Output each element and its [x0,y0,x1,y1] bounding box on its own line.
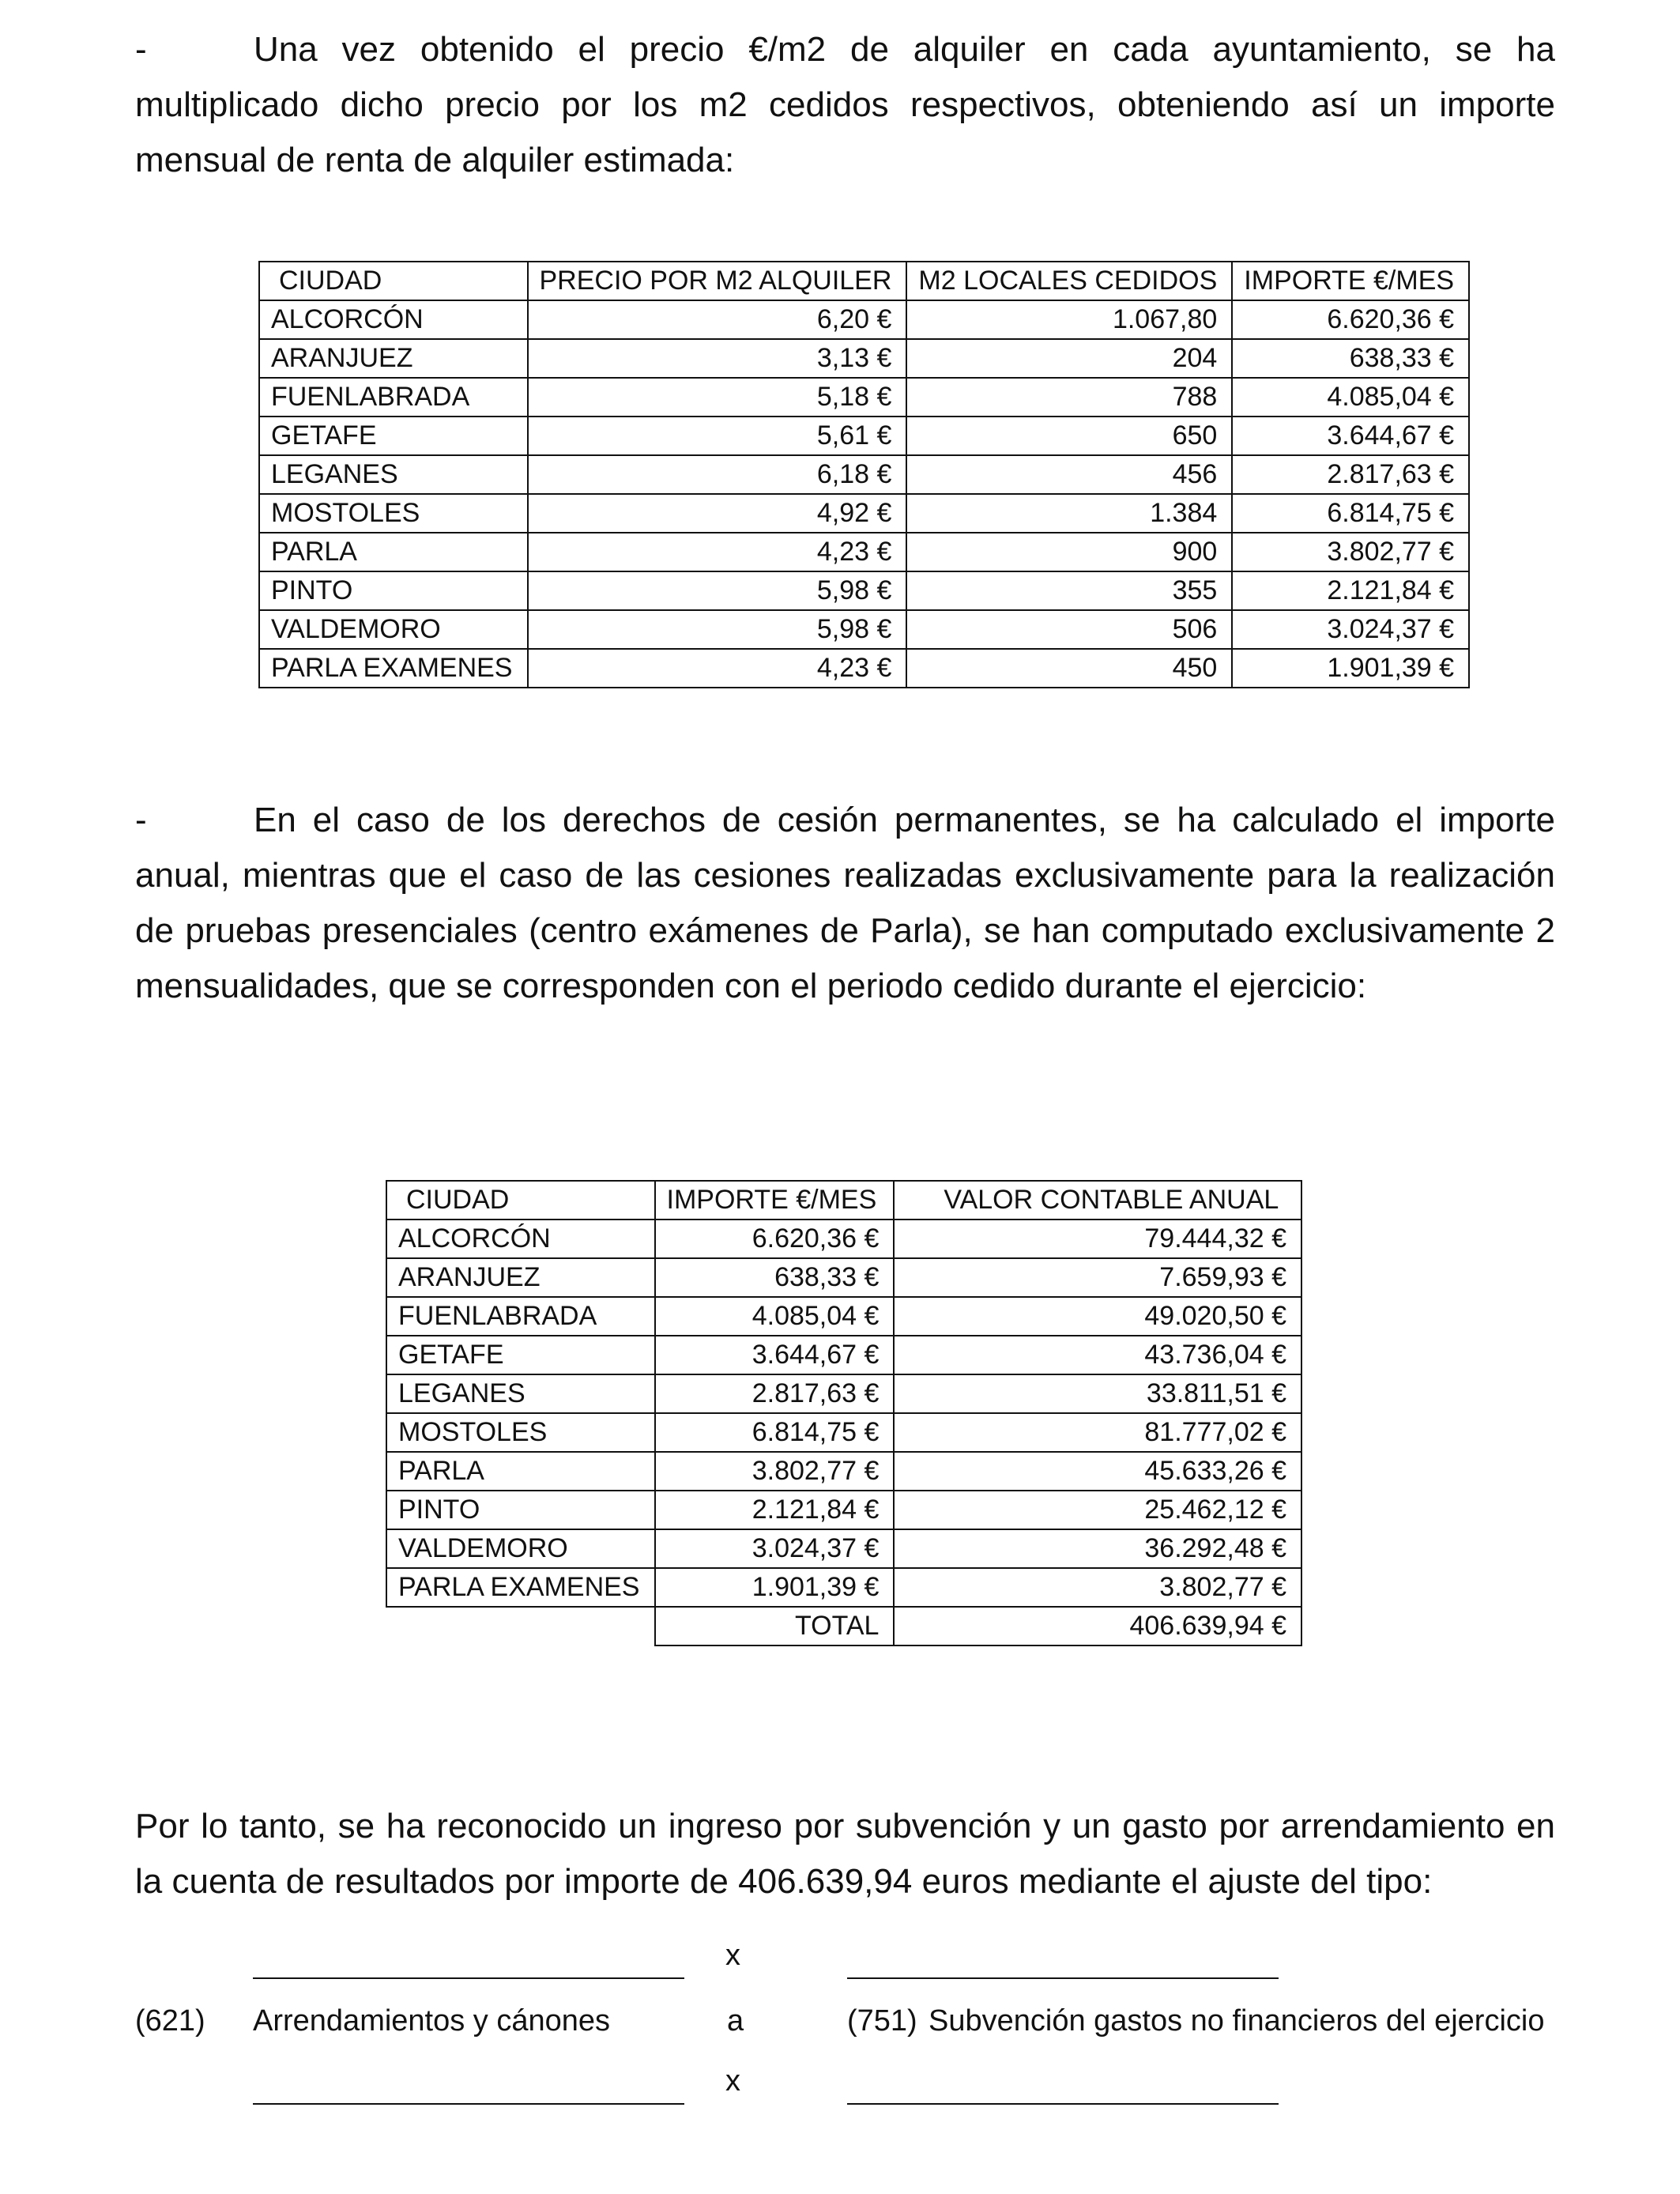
value-cell: 33.811,51 € [894,1374,1301,1413]
city-cell: PARLA [259,533,528,571]
intro-text: Una vez obtenido el precio €/m2 de alquiler en cada ayuntamiento, se ha multiplicado dicho precio por los m2 cedidos respectivos, obteniendo así un importe mensual de renta de alquiler estimada: [135,30,1555,179]
city-cell: PINTO [386,1491,655,1529]
empty-cell [386,1607,655,1646]
table-row [259,533,1469,571]
value-cell: 4.085,04 € [655,1297,895,1336]
value-cell: 450 [906,649,1232,688]
column-header: VALOR CONTABLE ANUAL [894,1181,1301,1220]
value-cell: 2.121,84 € [655,1491,895,1529]
value-cell: 506 [906,610,1232,649]
table-row [386,1336,1301,1374]
value-cell: 2.817,63 € [655,1374,895,1413]
value-cell: 650 [906,417,1232,455]
city-cell: ARANJUEZ [386,1258,655,1297]
city-cell: FUENLABRADA [386,1297,655,1336]
value-cell: 3,13 € [528,339,907,378]
bottom-marker: x [725,2064,740,2098]
value-cell: 6,20 € [528,300,907,339]
value-cell: 204 [906,339,1232,378]
value-cell: 6.620,36 € [655,1220,895,1258]
conclusion-text: Por lo tanto, se ha reconocido un ingreso por subvención y un gasto por arrendamiento en la cuenta de resultados por importe de 406.639,94 euros mediante el ajuste del tipo: [135,1807,1555,1901]
value-cell: 81.777,02 € [894,1413,1301,1452]
table-row [386,1220,1301,1258]
table-row [259,610,1469,649]
value-cell: 2.121,84 € [1232,571,1469,610]
intro-paragraph [135,22,1555,188]
value-cell: 6.814,75 € [1232,494,1469,533]
value-cell: 6.620,36 € [1232,300,1469,339]
value-cell: 3.802,77 € [894,1568,1301,1607]
conclusion-paragraph [135,1799,1555,1909]
value-cell: 1.901,39 € [1232,649,1469,688]
table-row [259,417,1469,455]
total-label: TOTAL [655,1607,895,1646]
value-cell: 79.444,32 € [894,1220,1301,1258]
value-cell: 4.085,04 € [1232,378,1469,417]
city-cell: LEGANES [386,1374,655,1413]
credit-bottom-rule [847,2103,1279,2105]
column-header: CIUDAD [386,1181,655,1220]
value-cell: 5,18 € [528,378,907,417]
credit-code: (751) [847,2004,917,2038]
table-row [386,1452,1301,1491]
column-header: IMPORTE €/MES [655,1181,895,1220]
value-cell: 3.644,67 € [1232,417,1469,455]
city-cell: GETAFE [259,417,528,455]
value-cell: 43.736,04 € [894,1336,1301,1374]
table-row [386,1491,1301,1529]
value-cell: 3.644,67 € [655,1336,895,1374]
value-cell: 5,61 € [528,417,907,455]
city-cell: ALCORCÓN [386,1220,655,1258]
table-row [386,1258,1301,1297]
city-cell: GETAFE [386,1336,655,1374]
debit-code: (621) [135,2004,205,2038]
value-cell: 5,98 € [528,610,907,649]
value-cell: 4,92 € [528,494,907,533]
table-row [259,339,1469,378]
table-row [386,1374,1301,1413]
value-cell: 355 [906,571,1232,610]
second-bullet: - [135,801,147,839]
value-cell: 788 [906,378,1232,417]
value-cell: 49.020,50 € [894,1297,1301,1336]
value-cell: 3.024,37 € [655,1529,895,1568]
annual-value-table [386,1180,1302,1646]
column-header: PRECIO POR M2 ALQUILER [528,262,907,300]
table-row [259,455,1469,494]
total-value: 406.639,94 € [894,1607,1301,1646]
value-cell: 36.292,48 € [894,1529,1301,1568]
value-cell: 25.462,12 € [894,1491,1301,1529]
city-cell: LEGANES [259,455,528,494]
value-cell: 2.817,63 € [1232,455,1469,494]
credit-account: Subvención gastos no financieros del ejercicio [929,2004,1545,2038]
total-row [386,1607,1301,1646]
value-cell: 3.802,77 € [655,1452,895,1491]
city-cell: ALCORCÓN [259,300,528,339]
value-cell: 45.633,26 € [894,1452,1301,1491]
column-header: M2 LOCALES CEDIDOS [906,262,1232,300]
city-cell: PARLA EXAMENES [386,1568,655,1607]
value-cell: 5,98 € [528,571,907,610]
value-cell: 638,33 € [655,1258,895,1297]
debit-account: Arrendamientos y cánones [253,2004,611,2038]
city-cell: PARLA EXAMENES [259,649,528,688]
connector: a [727,2004,744,2038]
debit-top-rule [253,1977,684,1979]
value-cell: 3.024,37 € [1232,610,1469,649]
top-marker: x [725,1939,740,1972]
city-cell: MOSTOLES [259,494,528,533]
value-cell: 1.901,39 € [655,1568,895,1607]
credit-top-rule [847,1977,1279,1979]
debit-bottom-rule [253,2103,684,2105]
value-cell: 6.814,75 € [655,1413,895,1452]
table-row [259,378,1469,417]
value-cell: 1.384 [906,494,1232,533]
city-cell: VALDEMORO [386,1529,655,1568]
city-cell: MOSTOLES [386,1413,655,1452]
city-cell: PINTO [259,571,528,610]
table-header-row [259,262,1469,300]
value-cell: 456 [906,455,1232,494]
value-cell: 4,23 € [528,649,907,688]
table-row [259,649,1469,688]
value-cell: 1.067,80 [906,300,1232,339]
value-cell: 638,33 € [1232,339,1469,378]
table-row [386,1413,1301,1452]
table-row [386,1568,1301,1607]
second-text: En el caso de los derechos de cesión permanentes, se ha calculado el importe anual, mientras que el caso de las cesiones realizadas exclusivamente para la realización de pruebas presenciales (centro exámenes de Parla), se han computado exclusivamente 2 mensualidades, que se corresponden con el periodo cedido durante el ejercicio: [135,801,1555,1005]
intro-bullet: - [135,30,147,69]
column-header: CIUDAD [259,262,528,300]
value-cell: 4,23 € [528,533,907,571]
city-cell: ARANJUEZ [259,339,528,378]
column-header: IMPORTE €/MES [1232,262,1469,300]
table-row [259,300,1469,339]
value-cell: 6,18 € [528,455,907,494]
value-cell: 900 [906,533,1232,571]
city-cell: VALDEMORO [259,610,528,649]
table-header-row [386,1181,1301,1220]
value-cell: 3.802,77 € [1232,533,1469,571]
city-cell: PARLA [386,1452,655,1491]
value-cell: 7.659,93 € [894,1258,1301,1297]
table-row [386,1529,1301,1568]
table-row [386,1297,1301,1336]
rent-price-table [258,261,1470,688]
table-row [259,494,1469,533]
city-cell: FUENLABRADA [259,378,528,417]
second-paragraph [135,793,1555,1014]
table-row [259,571,1469,610]
